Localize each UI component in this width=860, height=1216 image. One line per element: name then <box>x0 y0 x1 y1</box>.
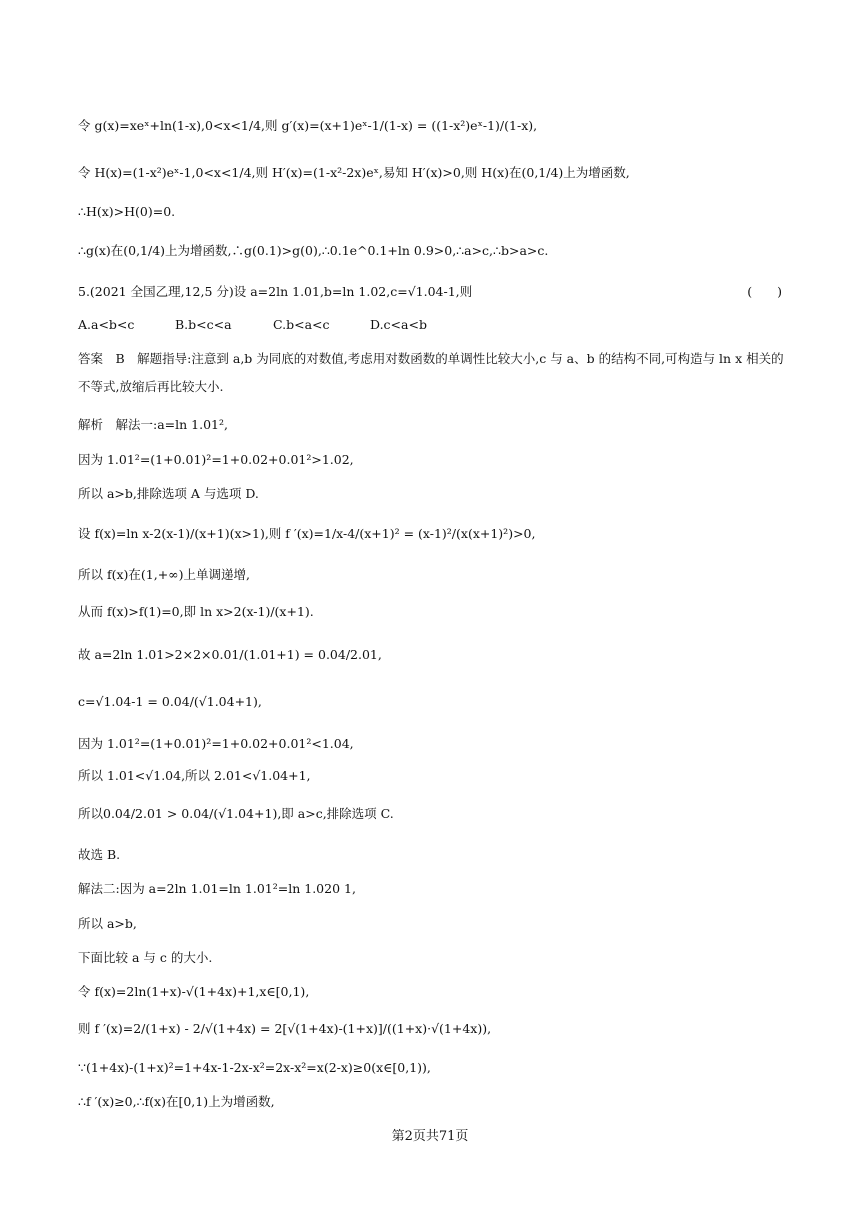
answer-explanation: 答案 B 解题指导:注意到 a,b 为同底的对数值,考虑用对数函数的单调性比较大小,c 与 a、b 的结构不同,可构造与 ln x 相关的不等式,放缩后再比较大小. <box>78 351 784 394</box>
choice-c: C.b<a<c <box>273 317 330 332</box>
text-line: 令 g(x)=xeˣ+ln(1-x),0<x<1/4,则 g′(x)=(x+1)eˣ-1/(1-x) = ((1-x²)eˣ-1)/(1-x), <box>78 118 538 133</box>
text-line: 故 a=2ln 1.01>2×2×0.01/(1.01+1) = 0.04/2.01, <box>78 647 382 662</box>
text-line: ∵(1+4x)-(1+x)²=1+4x-1-2x-x²=2x-x²=x(2-x)≥0(x∈[0,1)), <box>78 1060 431 1075</box>
text-line: 令 f(x)=2ln(1+x)-√(1+4x)+1,x∈[0,1), <box>78 984 310 999</box>
text-line: 解法二:因为 a=2ln 1.01=ln 1.01²=ln 1.020 1, <box>78 881 356 896</box>
text-line: 解析 解法一:a=ln 1.01², <box>78 417 228 432</box>
text-line: ∴f ′(x)≥0,∴f(x)在[0,1)上为增函数, <box>78 1094 275 1109</box>
choice-d: D.c<a<b <box>370 317 427 332</box>
text-line: 下面比较 a 与 c 的大小. <box>78 950 213 965</box>
text-line: 所以 f(x)在(1,+∞)上单调递增, <box>78 567 250 582</box>
choice-a: A.a<b<c <box>78 317 135 332</box>
text-line: 故选 B. <box>78 847 121 862</box>
text-line: 因为 1.01²=(1+0.01)²=1+0.02+0.01²>1.02, <box>78 452 354 467</box>
question-stem: 5.(2021 全国乙理,12,5 分)设 a=2ln 1.01,b=ln 1.02,c=√1.04-1,则 <box>78 284 473 299</box>
text-line: 设 f(x)=ln x-2(x-1)/(x+1)(x>1),则 f ′(x)=1/x-4/(x+1)² = (x-1)²/(x(x+1)²)>0, <box>78 526 536 541</box>
answer-bracket: ( ) <box>747 284 782 299</box>
text-line: 则 f ′(x)=2/(1+x) - 2/√(1+4x) = 2[√(1+4x)-(1+x)]/((1+x)·√(1+4x)), <box>78 1021 492 1036</box>
text-line: c=√1.04-1 = 0.04/(√1.04+1), <box>78 694 262 709</box>
text-line: ∴H(x)>H(0)=0. <box>78 204 176 219</box>
text-line: 所以 1.01<√1.04,所以 2.01<√1.04+1, <box>78 768 311 783</box>
choice-b: B.b<c<a <box>175 317 232 332</box>
text-line: 令 H(x)=(1-x²)eˣ-1,0<x<1/4,则 H′(x)=(1-x²-2x)eˣ,易知 H′(x)>0,则 H(x)在(0,1/4)上为增函数, <box>78 165 630 180</box>
page-number-footer: 第2页共71页 <box>391 1129 469 1144</box>
text-line: ∴g(x)在(0,1/4)上为增函数,∴g(0.1)>g(0),∴0.1e^0.1+ln 0.9>0,∴a>c,∴b>a>c. <box>78 243 549 258</box>
text-line: 所以 a>b, <box>78 916 137 931</box>
text-line: 所以0.04/2.01 > 0.04/(√1.04+1),即 a>c,排除选项 C. <box>78 806 394 821</box>
text-line: 从而 f(x)>f(1)=0,即 ln x>2(x-1)/(x+1). <box>78 604 314 619</box>
text-line: 所以 a>b,排除选项 A 与选项 D. <box>78 486 259 501</box>
text-line: 因为 1.01²=(1+0.01)²=1+0.02+0.01²<1.04, <box>78 736 354 751</box>
